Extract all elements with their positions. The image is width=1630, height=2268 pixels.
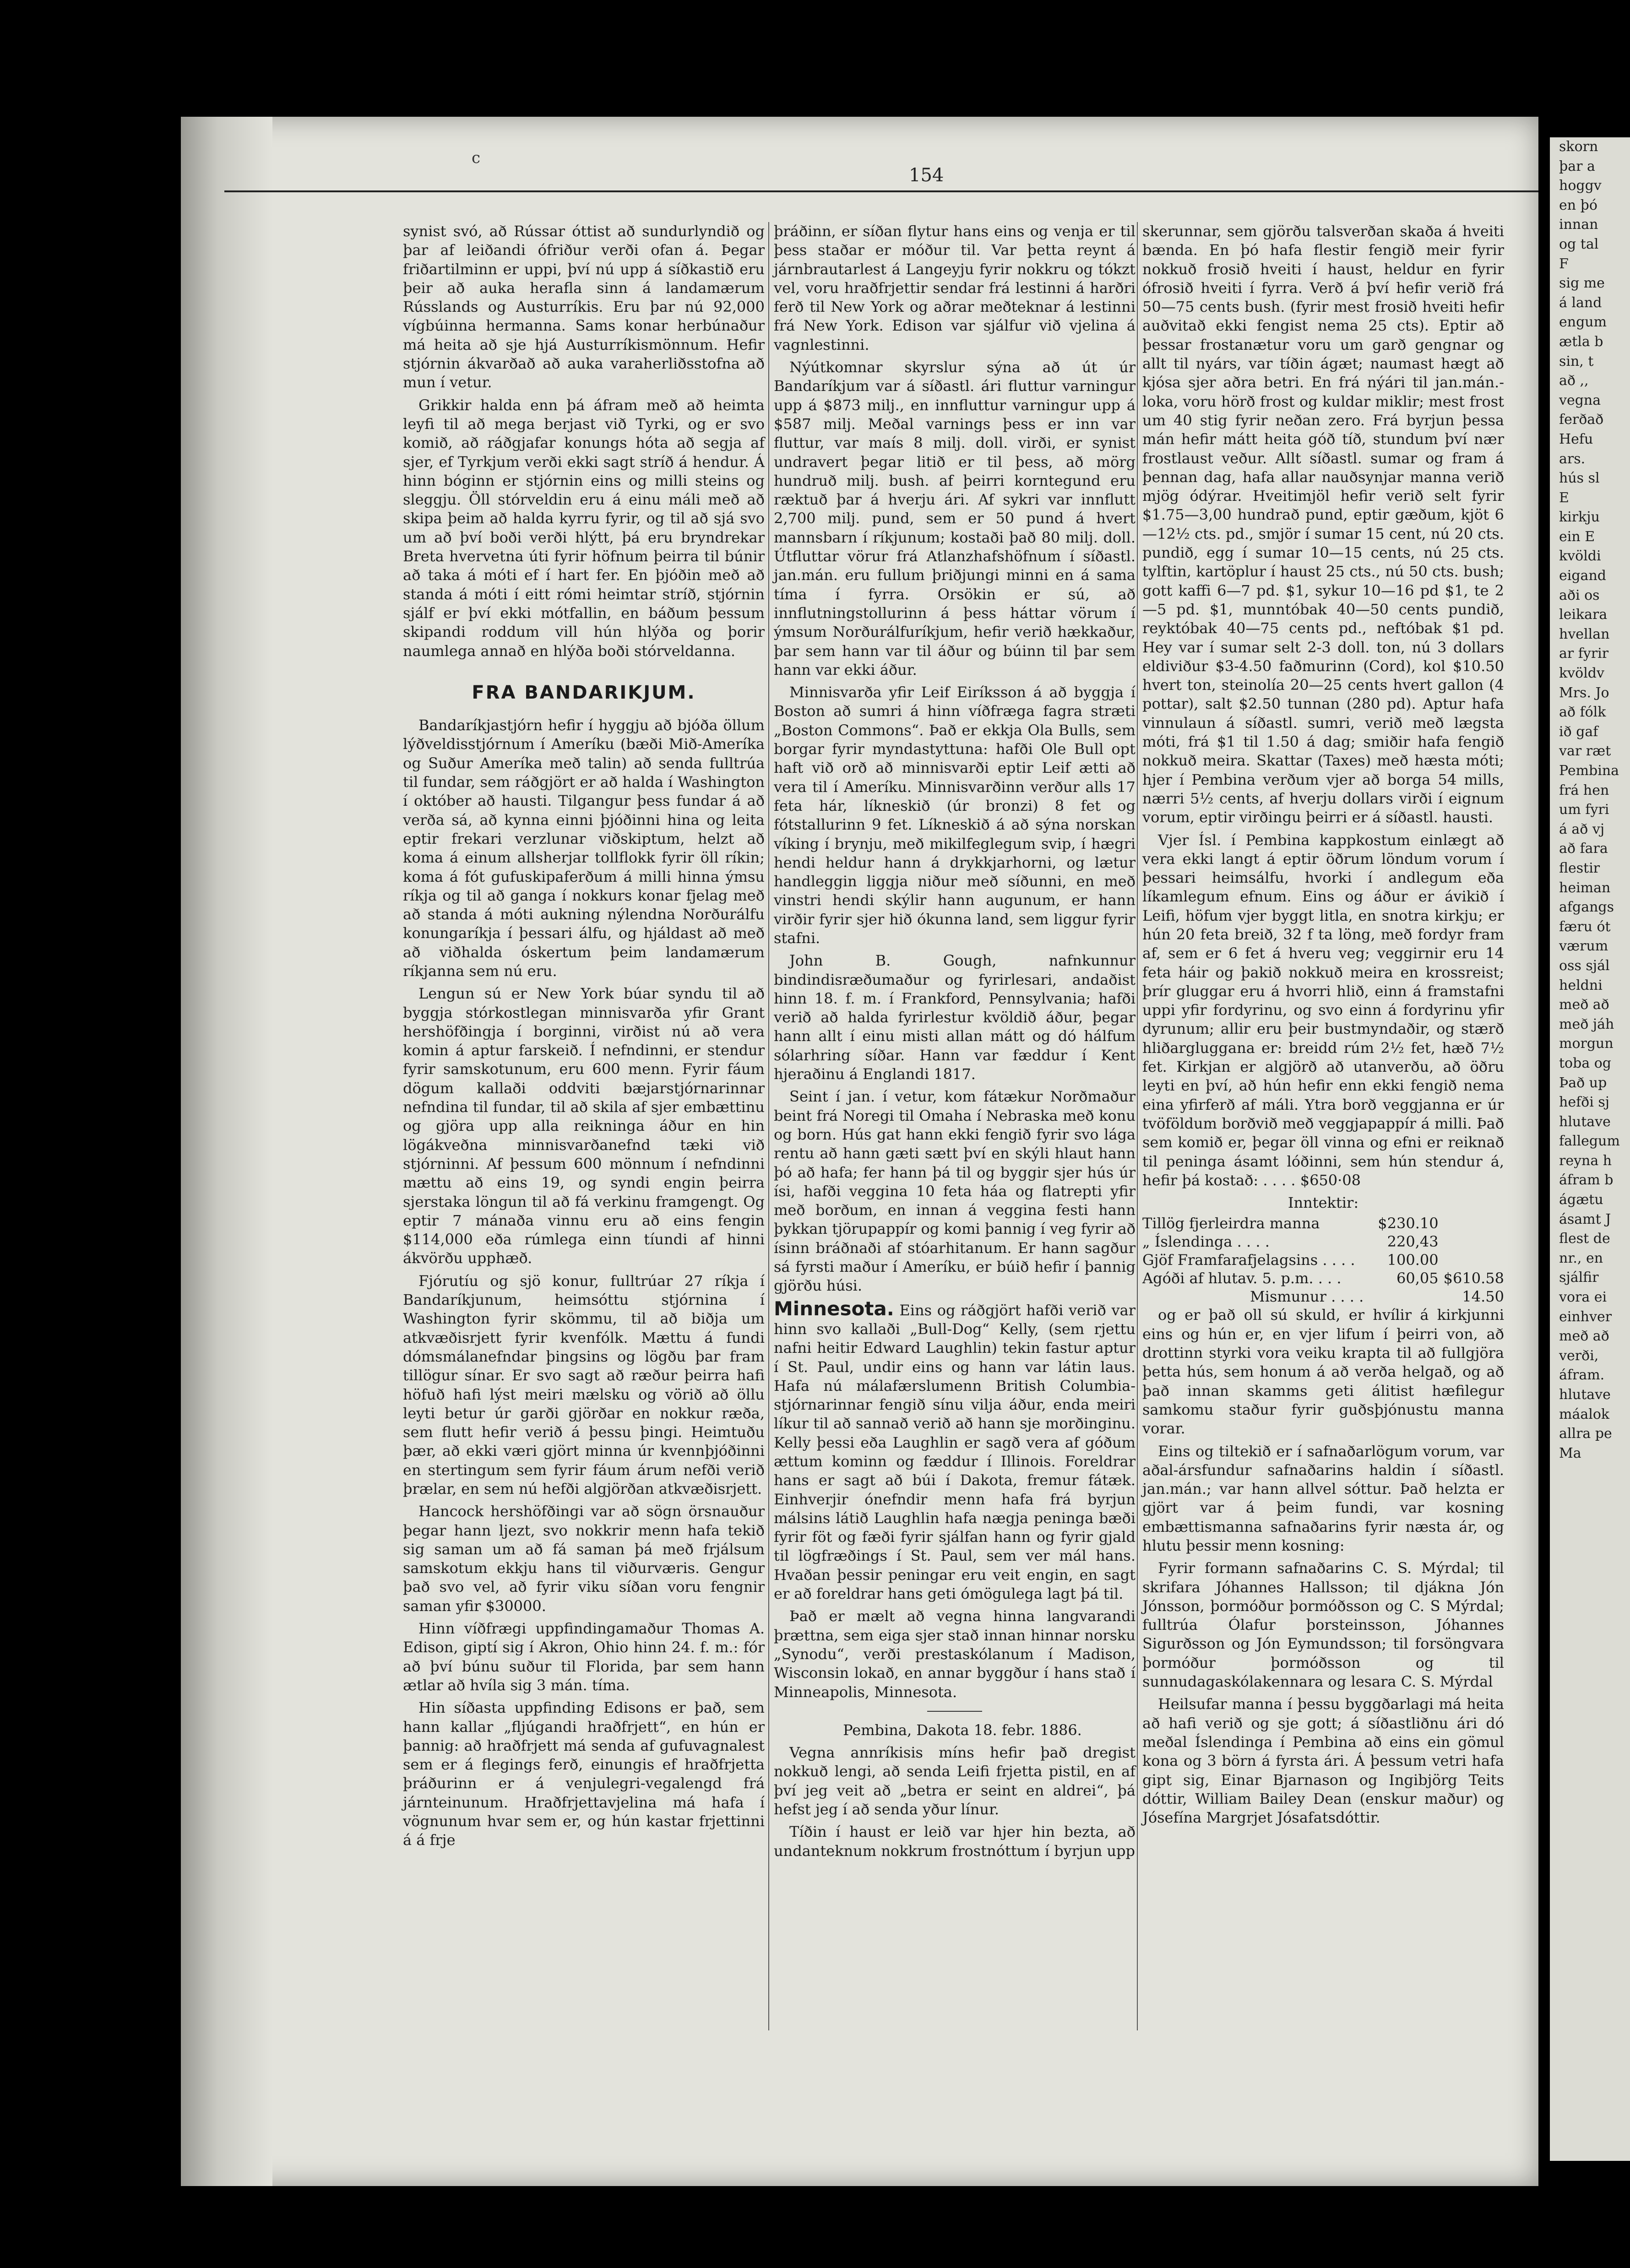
adjacent-line: sin, t — [1559, 353, 1594, 369]
income-cell-b — [1439, 1251, 1504, 1269]
adjacent-line: hlutave — [1559, 1113, 1611, 1130]
article-paragraph: Nýútkomnar skyrslur sýna að út úr Bandaríkjum var á síðastl. ári fluttur varningur upp á $873 milj., en innfluttur varningur upp á $587 milj. Meðal varnings þess er inn var fluttur, var maís 8 milj. doll. virði, er synist undravert þegar litið er til þess, að mörg hundruð milj. bush. af þeirri korntegund eru ræktuð þar á hverju ári. Af sykri var innflutt 2,700 milj. pund, sem er 50 pund á hvert mannsbarn í ríkjunum; kostaði það 80 milj. doll. Útfluttar vörur frá Atlanzhafshöfnum í síðastl. jan.mán. eru fullum þriðjungi minni en á sama tíma í fyrra. Orsökin er sú, að innflutningstollurinn á þess háttar vörum í ýmsum Norðurálfuríkjum, hefir verið hækkaður, þar sem hann var til áður og búinn til þar sem hann var ekki áður. — [774, 358, 1136, 678]
article-paragraph: Fjórutíu og sjö konur, fulltrúar 27 ríkja í Bandaríkjunum, heimsóttu stjórnina í Washington fyrir skömmu, til að biðja um atkvæðisrjett fyrir kvenfólk. Mættu á fundi dómsmálanefndar þingsins og lögðu þar fram tillögur sínar. Er svo sagt að ræður þeirra hafi höfuð hafi lýst meiri mælsku og vörið að öllu leyti betur úr garði gjörðar en nokkur ræða, sem flutt hefir verið á þessu þingi. Heimtuðu þær, að ekki væri gjört minna úr kvennþjóðinni en stertingum sem fyrir fáum árum nefði verið þrælar, en sem nú hefði algjörðan atkvæðisrjett. — [403, 1272, 765, 1498]
adjacent-page-fragment — [1550, 137, 1630, 2161]
adjacent-line: aði os — [1559, 587, 1600, 603]
income-cell-label: Tillög fjerleirdra manna — [1142, 1215, 1320, 1232]
adjacent-line: nr., en — [1559, 1250, 1603, 1266]
adjacent-line: vora ei — [1559, 1289, 1607, 1306]
income-cell-label: „ Íslendinga . . . . — [1142, 1233, 1270, 1251]
adjacent-line: á að vj — [1559, 821, 1605, 837]
article-paragraph: Það er mælt að vegna hinna langvarandi þrættna, sem eiga sjer stað innan hinnar norsku „Synodu“, verði prestaskólanum í Madison, Wisconsin lokað, en annar byggður í hans stað í Minneapolis, Minnesota. — [774, 1607, 1136, 1701]
adjacent-line: máalok — [1559, 1406, 1610, 1422]
adjacent-line: ar fyrir — [1559, 646, 1609, 662]
adjacent-line: og tal — [1559, 236, 1599, 252]
article-paragraph: Grikkir halda enn þá áfram með að heimta leyfi til að mega berjast við Tyrki, og er svo komið, að ráðgjafar konungs hóta að segja af sjer, ef Tyrkjum verði ekki sagt stríð á hendur. Á hinn bóginn er stjórnin eins og milli steins og sleggju. Öll stórveldin eru á einu máli með að skipa þeim að halda kyrru fyrir, og til að sjá svo um að því boði verði hlýtt, þá eru bryndrekar Breta hvervetna úti fyrir höfnum þeirra til búnir að taka á móti ef í hart fer. En þjóðin með að standa á móti í eitt rómi heimtar stríð, stjórnin sjálf er því ekki mótfallin, en báðum þessum skipandi roddum vill hún hlýða og þorir naumlega annað en hlýða boði stórveldanna. — [403, 396, 765, 660]
adjacent-line: með að — [1559, 1328, 1609, 1345]
adjacent-line: kvöldi — [1559, 548, 1601, 564]
adjacent-line: ars. — [1559, 450, 1586, 467]
book-binding-shadow — [181, 117, 272, 2186]
adjacent-line: að fólk — [1559, 704, 1606, 721]
adjacent-line: hvellan — [1559, 626, 1610, 642]
article-paragraph: Tíðin í haust er leið var hjer hin bezta, að undanteknum nokkrum frostnóttum í byrjun upp — [774, 1823, 1136, 1860]
adjacent-line: frá hen — [1559, 782, 1609, 798]
adjacent-line: reyna h — [1559, 1152, 1612, 1169]
page-header — [224, 149, 1538, 206]
adjacent-page-text — [1550, 137, 1630, 1463]
article-paragraph: og er það oll sú skuld, er hvílir á kirkjunni eins og hún er, en vjer lifum í þeirri von, að drottinn styrki vora veiku krapta til að fullgjöra þetta hús, sem honum á að verða helgað, og að það innan skamms geti álitist hæfilegur samkomu staður fyrir guðsþjónustu manna vorar. — [1142, 1306, 1504, 1438]
adjacent-line: ein E — [1559, 528, 1595, 545]
adjacent-line: Ma — [1559, 1445, 1581, 1461]
adjacent-line: skorn — [1559, 139, 1598, 155]
article-paragraph: Hinn víðfrægi uppfindingamaður Thomas A. Edison, giptí sig í Akron, Ohio hinn 24. f. m.: fór að því búnu suður til Florida, þar sem hann ætlar að hvíla sig 3 mán. tíma. — [403, 1620, 765, 1694]
adjacent-line: engum — [1559, 314, 1607, 331]
adjacent-line: afgangs — [1559, 899, 1614, 916]
adjacent-line: einhver — [1559, 1308, 1612, 1325]
column-separator — [768, 222, 769, 2030]
income-cell-b — [1439, 1232, 1504, 1251]
adjacent-line: oss sjál — [1559, 957, 1610, 974]
income-row — [1142, 1269, 1504, 1287]
balance-value: 14.50 — [1462, 1288, 1504, 1306]
adjacent-line: morgun — [1559, 1036, 1614, 1052]
adjacent-line: hefði sj — [1559, 1094, 1610, 1111]
income-cell-b — [1439, 1214, 1504, 1232]
adjacent-line: Það up — [1559, 1074, 1607, 1091]
adjacent-line: kirkju — [1559, 509, 1600, 526]
adjacent-line: sjálfir — [1559, 1270, 1599, 1286]
income-cell-a: 100.00 — [1387, 1251, 1439, 1269]
adjacent-line: á land — [1559, 294, 1602, 311]
adjacent-line: um fyri — [1559, 802, 1609, 818]
income-cell-a: $230.10 — [1378, 1215, 1439, 1232]
adjacent-line: fallegum — [1559, 1133, 1620, 1150]
adjacent-line: ið gaf — [1559, 723, 1598, 740]
column-1 — [403, 222, 765, 1854]
margin-mark: c — [472, 149, 481, 167]
adjacent-line: ásamt J — [1559, 1211, 1611, 1227]
column-separator — [1137, 222, 1138, 2030]
adjacent-line: að fara — [1559, 841, 1608, 857]
income-cell-label: Gjöf Framfarafjelagsins . . . . — [1142, 1251, 1355, 1269]
adjacent-line: vegna — [1559, 392, 1601, 408]
dateline: Pembina, Dakota 18. febr. 1886. — [843, 1721, 1082, 1739]
adjacent-line: toba og — [1559, 1055, 1612, 1071]
article-paragraph: Eins og tiltekið er í safnaðarlögum vorum, var aðal-ársfundur safnaðarins haldin í síðastl. jan.mán.; var hann allvel sóttur. Það helzta er gjört var á þeim fundi, var kosning embættismanna safnaðarins fyrir næsta ár, og hlutu þessir menn kosning: — [1142, 1442, 1504, 1554]
article-paragraph: Hin síðasta uppfinding Edisons er það, sem hann kallar „fljúgandi hraðfrjett“, en hún er þannig: að hraðfrjett má senda af gufuvagnalest sem er á flegings ferð, einungis ef hraðfrjetta þráðurinn er á venjulegri-vegalengd frá járnteinunum. Hraðfrjettavjelina má hafa í vögnunum hvar sem er, og hún kastar frjettinni á á frje — [403, 1699, 765, 1849]
adjacent-line: E — [1559, 489, 1569, 506]
adjacent-line: eigand — [1559, 568, 1606, 584]
article-paragraph: Bandaríkjastjórn hefir í hyggju að bjóða öllum lýðveldisstjórnum í Ameríku (bæði Mið-Ameríka og Suður Ameríka með talin) að senda fulltrúa til fundar, sem ráðgjört er að halda í Washington í október að hausti. Tilgangur þess fundar á að verða sá, að kynna einni þjóðinni hina og leita eptir frekari verzlunar viðskiptum, helzt að koma á einum allsherjar tollflokk fyrir öll ríkin; koma á fót gufuskipaferðum á milli hinna ýmsu ríkja og til að ganga í nokkurs konar fjelag með að standa á móti aukning nýlendna Norðurálfu konungaríkja í þessari álfu, og hjáldast að með að viðhalda óskertum þeim landamærum ríkjanna sem nú eru. — [403, 716, 765, 980]
adjacent-line: þar a — [1559, 158, 1595, 174]
income-cell-b: $610.58 — [1443, 1270, 1504, 1287]
article-paragraph: Hancock hershöfðingi var að sögn örsnauður þegar hann ljezt, svo nokkrir menn hafa tekið sig saman um að fá saman þá með frjálsum samskotum ekkju hans til viðurværis. Gengur það svo vel, að fyrir viku síðan voru fengnir saman yfir $30000. — [403, 1503, 765, 1615]
adjacent-line: hlutave — [1559, 1387, 1611, 1403]
adjacent-line: kvöldv — [1559, 665, 1604, 682]
minnesota-heading: Minnesota. — [774, 1297, 894, 1320]
adjacent-line: værum — [1559, 938, 1608, 955]
adjacent-line: færu ót — [1559, 918, 1611, 935]
article-paragraph: Lengun sú er New York búar syndu til að byggja stórkostlegan minnisvarða yfir Grant hershöfðingja í borginni, virðist nú að vera komin á aptur farskeið. Í nefndinni, er stendur fyrir samskotunum, eru 600 menn. Fyrir fáum dögum kallaði oddviti bæjarstjórnarinnar nefndina til fundar, til að skila af sjer embættinu og gjöra upp alla reikninga áður en hin lögákveðna minnisvarðanefnd tæki við stjórninni. Af þessum 600 mönnum í nefndinni mættu að eins 19, og syndi engin þeirra sjerstaka löngun til að fá verkinu framgengt. Og eptir 7 mánaða vinnu eru að eins fengin $114,000 eða rúmlega einn tíundi af hinni ákvörðu upphæð. — [403, 985, 765, 1267]
income-row — [1142, 1251, 1504, 1269]
adjacent-line: áfram b — [1559, 1172, 1614, 1188]
adjacent-line: áfram. — [1559, 1367, 1605, 1384]
article-paragraph: Minnisvarða yfir Leif Eiríksson á að byggja í Boston að sumri á hinn víðfræga fagra stræti „Boston Commons“. Það er ekkja Ola Bulls, sem borgar fyrir myndastyttuna: hafði Ole Bull opt haft við orð að minnisvarði eptir Leif ætti að vera til í Ameríku. Minnisvarðinn verður alls 17 feta hár, líkneskið (úr bronzi) 8 fet og fótstallurinn 9 fet. Líkneskið á að sýna norskan víking í brynju, með mikilfeglegum svip, í hægri hendi heldur hann á drykkjarhorni, og lætur handleggin liggja niður með síðunni, en með vinstri hendi skýlir hann augunum, er hann virðir fyrir sjer hið ókunna land, sem liggur fyrir stafni. — [774, 684, 1136, 947]
adjacent-line: leikara — [1559, 607, 1608, 623]
adjacent-line: með jáh — [1559, 1016, 1614, 1032]
adjacent-line: heiman — [1559, 879, 1611, 896]
adjacent-line: með að — [1559, 997, 1609, 1013]
income-heading: Inntektir: — [1288, 1194, 1359, 1212]
article-paragraph: Vegna annríkisis míns hefir það dregist nokkuð lengi, að senda Leifi frjetta pistil, en af því jeg veit að „betra er seint en aldrei“, þá hefst jeg í að senda yður línur. — [774, 1744, 1136, 1818]
adjacent-line: ferðað — [1559, 412, 1604, 428]
adjacent-line: verði, — [1559, 1347, 1599, 1364]
adjacent-line: hoggv — [1559, 178, 1602, 194]
income-row — [1142, 1214, 1504, 1232]
article-paragraph: Vjer Ísl. í Pembina kappkostum einlægt að vera ekki langt á eptir öðrum löndum vorum í þessari heimsálfu, hvorki í andlegum eða líkamlegum efnum. Eins og áður er ávikið í Leifi, höfum vjer byggt litla, en snotra kirkju; er hún 20 feta breið, 32 f ta löng, með fordyr fram af, sem er 6 fet á hveru veg; veggirnir eru 14 feta háir og þakið nokkuð meira en krossreist; þrír gluggar eru á hvorri hlið, einn á framstafni uppi yfir fordyrinu, og svo einn á fordyrinu yfir dyrunum; allir eru þeir bustmyndaðir, og stærð hliðargluggana er: breidd rúm 2½ fet, hæð 7½ fet. Kirkjan er algjörð að utanverðu, að öðru leyti en því, að hún hefir enn ekki fengið nema eina yfirferð af máli. Ytra borð veggjanna er úr tvöföldum borðvið með veggjapappír á milli. Það sem komið er, þegar öll vinna og efni er reiknað til peninga ásamt lóðinni, sem hún stendur á, hefir þá kostað: . . . . $650·08 — [1142, 831, 1504, 1189]
section-heading: FRA BANDARIKJUM. — [472, 682, 696, 703]
income-cell-a: 60,05 — [1396, 1270, 1439, 1287]
income-cell-label: Agóði af hlutav. 5. p.m. . . . — [1142, 1270, 1342, 1287]
divider — [927, 1711, 982, 1712]
adjacent-line: Pembina — [1559, 763, 1619, 779]
article-paragraph — [774, 1299, 1136, 1604]
income-cell-a: 220,43 — [1387, 1233, 1439, 1251]
adjacent-line: Mrs. Jo — [1559, 684, 1609, 701]
article-paragraph: John B. Gough, nafnkunnur bindindisræðumaður og fyrirlesari, andaðist hinn 18. f. m. í Frankford, Pennsylvania; hafði verið að halda fyrirlestur kvöldið áður, þegar hann allt í einu misti allan mátt og dó hálfum sólarhring síðar. Hann var fæddur í Kent hjeraðinu á Englandi 1817. — [774, 952, 1136, 1083]
adjacent-line: flestir — [1559, 860, 1600, 876]
article-paragraph: þráðinn, er síðan flytur hans eins og venja er til þess staðar er móður til. Var þetta reynt á járnbrautarlest á Langeyju fyrir nokkru og tókzt vel, voru hraðfrjettir sendar frá lestinni á harðri ferð til New York og aðrar meðteknar á lestinni frá New York. Edison var sjálfur við vjelina á vagnlestinni. — [774, 222, 1136, 353]
article-paragraph: synist svó, að Rússar óttist að sundurlyndið og þar af leiðandi ófriður verði ofan á. Þegar friðartilminn er uppi, því nú upp á síðkastið eru þeir að auka herafla sinn á landamærum Rússlands og Austurríkis. Eru þar nú 92,000 vígbúinna hermanna. Sams konar herbúnaður má heita að sje hjá Austurríkismönnum. Hefir stjórnin ákvarðað að auka varaherliðsstofna að mun í vetur. — [403, 222, 765, 391]
balance-row — [1142, 1287, 1504, 1306]
adjacent-line: ágætu — [1559, 1192, 1603, 1208]
adjacent-line: að ,, — [1559, 373, 1589, 389]
adjacent-line: ætla b — [1559, 333, 1603, 350]
article-text: Eins og ráðgjört hafði verið var hinn svo kallaði „Bull-Dog“ Kelly, (sem rjettu nafni heitir Edward Laughlin) tekin fastur aptur í St. Paul, undir eins og hann var látin laus. Hafa nú málafærslumenn British Columbia-stjórnarinnar fengið sínu vilja áður, enda meiri líkur til að sannað verið að hann sje morðinginu. Kelly þessi eða Laughlin er sagð vera af góðum ættum kominn og fæddur í Illinois. Foreldrar hans er sagt að búi í Dakota, fremur fátæk. Einhverjir ónefndir menn hafa frá byrjun málsins látið Laughlin hafa nægja peninga bæði fyrir föt og fæði fyrir sjálfan hann og fyrir gjald til lögfræðings í St. Paul, sem ver mál hans. Hvaðan þessir peningar eru veit engin, en sagt er að foreldrar hans geti ómögulega lagt þá til. — [774, 1301, 1136, 1603]
adjacent-line: var ræt — [1559, 743, 1611, 760]
adjacent-line: flest de — [1559, 1231, 1610, 1247]
article-paragraph: skerunnar, sem gjörðu talsverðan skaða á hveiti bænda. En þó hafa flestir fengið meir fyrir nokkuð frosið hveiti í haust, heldur en fyrir ófrosið hveiti í fyrra. Verð á því hefir verið frá 50—75 cents bush. (fyrir mest frosið hveiti hefir auðvitað ekki fengist nema 25 cts). Eptir að þessar frostanætur voru um garð gengnar og allt til nyárs, var tíðin ágæt; naumast hægt að kjósa sjer aðra betri. En frá nýári til jan.mán.-loka, voru hörð frost og kuldar miklir; mest frost um 40 stig fyrir neðan zero. Frá byrjun þessa mán hefir mátt heita góð tíð, stundum því nær frostlaust veður. Allt síðastl. sumar og fram á þennan dag, hafa allar nauðsynjar manna verið mjög ódýrar. Hveitimjöl hefir verið selt fyrir $1.75—3,00 hundrað pund, eptir gæðum, kjöt 6—12½ cts. pd., smjör í sumar 15 cent, nú 20 cts. pundið, egg í sumar 10—15 cents, nú 25 cts. tylftin, kartöplur í haust 25 cts., nú 50 cts. bush; gott kaffi 6—7 pd. $1, sykur 10—16 pd $1, te 2—5 pd. $1, munntóbak 40—50 cents pundið, reyktóbak 40—75 cents pd., neftóbak $1 pd. Hey var í sumar selt 2-3 doll. ton, nú 3 dollars eldiviður $3-4.50 faðmurinn (Cord), kol $10.50 hvert ton, steinolía 20—25 cents hvert gallon (4 pottar), salt $2.50 tunnan (280 pd). Aptur hafa vinnulaun á síðastl. sumri, verið með lægsta móti, frá $1 til 1.50 á dag; smiðir hafa fengið nokkuð meira. Skattar (Taxes) með hæsta móti; hjer í Pembina verðum vjer að borga 54 mills, nærri 5½ cents, af hverju dollars virði í eignum vorum, eptir virðingu þeirri er á síðastl. hausti. — [1142, 222, 1504, 826]
adjacent-line: Hefu — [1559, 431, 1593, 447]
column-2 — [774, 222, 1136, 1864]
column-3 — [1142, 222, 1504, 1831]
adjacent-line: innan — [1559, 217, 1598, 233]
article-paragraph: Heilsufar manna í þessu byggðarlagi má heita að hafi verið og sje gott; á síðastliðnu ári dó meðal Íslendinga í Pembina að eins ein gömul kona og 3 börn á fyrsta ári. Á þessum vetri hafa gipt sig, Einar Bjarnason og Ingibjörg Teits dóttir, William Bailey Dean (enskur maður) og Jósefína Margrjet Jósafatsdóttir. — [1142, 1695, 1504, 1827]
income-row — [1142, 1232, 1504, 1251]
adjacent-line: sig me — [1559, 275, 1605, 292]
article-paragraph: Seint í jan. í vetur, kom fátækur Norðmaður beint frá Noregi til Omaha í Nebraska með konu og born. Hús gat hann ekki fengið fyrir svo lága rentu að hann gæti sætt því en skýli hlaut hann þó að hafa; fer hann þá til og byggir sjer hús úr ísi, hafði veggina 10 feta háa og flatrepti yfir með borðum, en innan á veggina festi hann þykkan tjörupappír og komi þannig í veg fyrir að ísinn bráðnaði af stóarhitanum. Er hann sagður sá fyrsti maður í Ameríku, er búið hefir í þannig gjörðu húsi. — [774, 1088, 1136, 1295]
adjacent-line: F — [1559, 255, 1569, 272]
adjacent-line: hús sl — [1559, 470, 1600, 487]
article-paragraph: Fyrir formann safnaðarins C. S. Mýrdal; til skrifara Jóhannes Hallsson; til djákna Jón Jónsson, þormóður þormóðsson og C. S Mýrdal; fulltrúa Ólafur þorsteinsson, Jóhannes Sigurðsson og Jón Eymundsson; til forsöngvara þormóður þormóðsson og til sunnudagaskólakennara og lesara C. S. Mýrdal — [1142, 1559, 1504, 1691]
income-table — [1142, 1214, 1504, 1306]
header-rule — [224, 190, 1538, 192]
page-number: 154 — [909, 165, 944, 186]
adjacent-line: en þó — [1559, 197, 1597, 213]
balance-label: Mismunur . . . . — [1250, 1288, 1364, 1306]
adjacent-line: heldni — [1559, 977, 1603, 993]
adjacent-line: allra pe — [1559, 1426, 1612, 1442]
